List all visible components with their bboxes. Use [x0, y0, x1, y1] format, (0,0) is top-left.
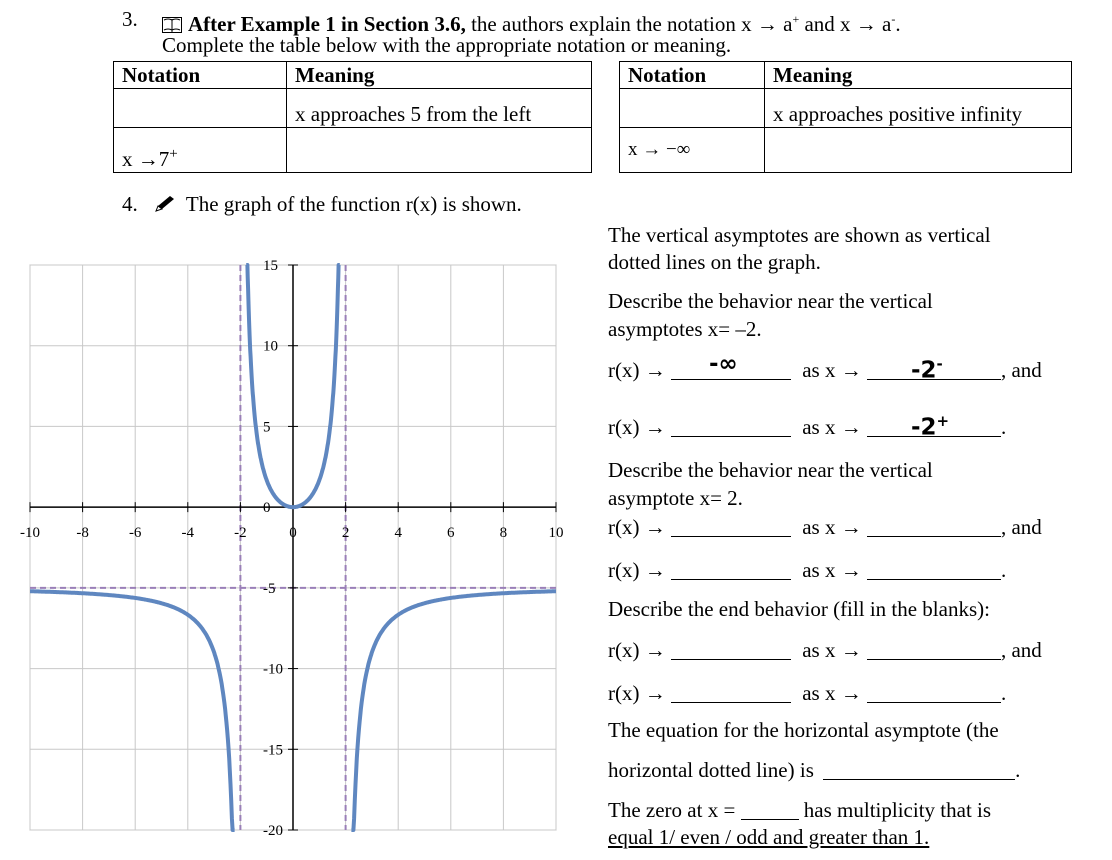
- plus-sup: +: [792, 12, 800, 26]
- question-4-text: The graph of the function r(x) is shown.: [185, 192, 522, 216]
- question-3-text: the authors explain the notation x → a: [465, 12, 793, 36]
- period: .: [1000, 681, 1007, 705]
- as-x-label: as x →: [802, 358, 862, 382]
- paragraph-asymptote2-2: asymptote x= 2.: [608, 486, 743, 510]
- paragraph-behavior-2: asymptotes x= –2.: [608, 317, 762, 341]
- notation-table-left: [113, 61, 592, 173]
- answer-blank[interactable]: [867, 412, 1001, 441]
- meaning-cell[interactable]: [287, 128, 592, 173]
- left-branch-curve: [30, 591, 235, 830]
- meaning-cell: x approaches 5 from the left: [287, 89, 592, 128]
- answer-blank[interactable]: [671, 514, 791, 537]
- rx-label: r(x) →: [608, 415, 666, 439]
- y-tick-label: 0: [263, 500, 271, 517]
- paragraph-zero: [608, 797, 991, 823]
- answer-blank[interactable]: [867, 557, 1001, 580]
- x-tick-label: -2: [234, 525, 247, 542]
- answer-blank[interactable]: [823, 757, 1015, 780]
- tick-labels: [20, 258, 564, 839]
- y-tick-label: -10: [263, 661, 283, 678]
- question-4-number: 4.: [122, 192, 138, 216]
- paragraph-asymptotes-1: The vertical asymptotes are shown as vertical: [608, 223, 991, 247]
- horizontal-text: horizontal dotted line) is: [608, 758, 814, 782]
- y-tick-label: -20: [263, 823, 283, 839]
- header-meaning: Meaning: [287, 62, 592, 89]
- and-label: , and: [1000, 638, 1042, 662]
- graph: [0, 240, 600, 855]
- question-3-instruction: Complete the table below with the appropriate notation or meaning.: [162, 33, 732, 57]
- rx-label: r(x) →: [608, 515, 666, 539]
- multiplicity-text: has multiplicity that is: [803, 798, 992, 822]
- answer-blank[interactable]: [671, 351, 791, 380]
- y-tick-label: 15: [263, 258, 278, 274]
- right-branch-curve: [351, 591, 556, 830]
- x-tick-label: 4: [394, 525, 402, 542]
- answer-blank[interactable]: [671, 557, 791, 580]
- x-tick-label: -4: [181, 525, 195, 542]
- x-tick-label: 2: [341, 525, 350, 542]
- blank-line-3: [608, 514, 1042, 540]
- rx-label: r(x) →: [608, 638, 666, 662]
- question-3-and: and x → a: [799, 12, 892, 36]
- y-tick-label: 5: [263, 419, 271, 436]
- minus-sup: -: [891, 12, 896, 26]
- x-tick-label: -10: [20, 525, 40, 542]
- meaning-cell[interactable]: [765, 128, 1072, 173]
- as-x-label: as x →: [802, 638, 862, 662]
- paragraph-horizontal-2: [608, 757, 1020, 783]
- answer-blank[interactable]: [671, 414, 791, 437]
- blank-line-5: [608, 637, 1042, 663]
- x-tick-label: 8: [499, 525, 508, 542]
- paragraph-asymptotes-2: dotted lines on the graph.: [608, 250, 821, 274]
- and-label: , and: [1000, 358, 1042, 382]
- answer-blank[interactable]: [867, 355, 1001, 384]
- y-tick-label: -15: [263, 742, 283, 759]
- answer-value: -2: [910, 414, 937, 441]
- multiplicity-options[interactable]: equal 1/ even / odd and greater than 1.: [608, 825, 930, 849]
- notation-sup: +: [169, 146, 178, 162]
- period: .: [1015, 758, 1021, 782]
- header-meaning: Meaning: [765, 62, 1072, 89]
- answer-blank[interactable]: [671, 637, 791, 660]
- notation-cell: x → −∞: [620, 128, 765, 173]
- paragraph-behavior-1: Describe the behavior near the vertical: [608, 289, 933, 313]
- header-notation: Notation: [620, 62, 765, 89]
- x-tick-label: 6: [447, 525, 455, 542]
- handwritten-answer: [911, 408, 949, 441]
- blank-line-6: [608, 680, 1006, 706]
- notation-table-right: [619, 61, 1072, 173]
- answer-blank[interactable]: [867, 680, 1001, 703]
- answer-blank[interactable]: [867, 637, 1001, 660]
- rx-label: r(x) →: [608, 558, 666, 582]
- x-tick-label: -6: [128, 525, 142, 542]
- paragraph-asymptote2-1: Describe the behavior near the vertical: [608, 458, 933, 482]
- handwritten-answer: [911, 351, 943, 384]
- blank-line-2: [608, 414, 1006, 440]
- as-x-label: as x →: [802, 515, 862, 539]
- meaning-cell: x approaches positive infinity: [765, 89, 1072, 128]
- notation-cell[interactable]: [620, 89, 765, 128]
- answer-blank[interactable]: [671, 680, 791, 703]
- x-tick-label: 0: [289, 525, 297, 542]
- answer-blank[interactable]: [741, 797, 799, 820]
- question-3-title: After Example 1 in Section 3.6,: [188, 12, 466, 36]
- period: .: [1000, 558, 1007, 582]
- notation-cell: [114, 128, 287, 173]
- blank-line-4: [608, 557, 1006, 583]
- answer-sup: -: [936, 355, 943, 373]
- as-x-label: as x →: [802, 415, 862, 439]
- answer-sup: +: [936, 412, 950, 430]
- notation-cell[interactable]: [114, 89, 287, 128]
- rx-label: r(x) →: [608, 358, 666, 382]
- paragraph-end-behavior: Describe the end behavior (fill in the blanks):: [608, 597, 990, 621]
- period: .: [1000, 415, 1007, 439]
- rx-label: r(x) →: [608, 681, 666, 705]
- answer-value: -2: [910, 357, 937, 384]
- zero-text: The zero at x =: [608, 798, 736, 822]
- axes: [30, 265, 556, 830]
- notation-value: x →7: [122, 147, 170, 171]
- header-notation: Notation: [114, 62, 287, 89]
- x-tick-label: -8: [76, 525, 89, 542]
- question-3-number: 3.: [122, 7, 138, 31]
- answer-blank[interactable]: [867, 514, 1001, 537]
- pencil-icon: [153, 195, 177, 213]
- book-icon: [162, 17, 182, 33]
- y-tick-label: 10: [263, 338, 278, 355]
- y-tick-label: -5: [263, 580, 276, 597]
- as-x-label: as x →: [802, 558, 862, 582]
- paragraph-horizontal-1: The equation for the horizontal asymptote (the: [608, 718, 999, 742]
- and-label: , and: [1000, 515, 1042, 539]
- x-tick-label: 10: [548, 525, 564, 542]
- blank-line-1: [608, 351, 1042, 384]
- question-4: [122, 192, 522, 217]
- handwritten-answer: -∞: [708, 351, 738, 377]
- question-3-end: .: [895, 12, 901, 36]
- as-x-label: as x →: [802, 681, 862, 705]
